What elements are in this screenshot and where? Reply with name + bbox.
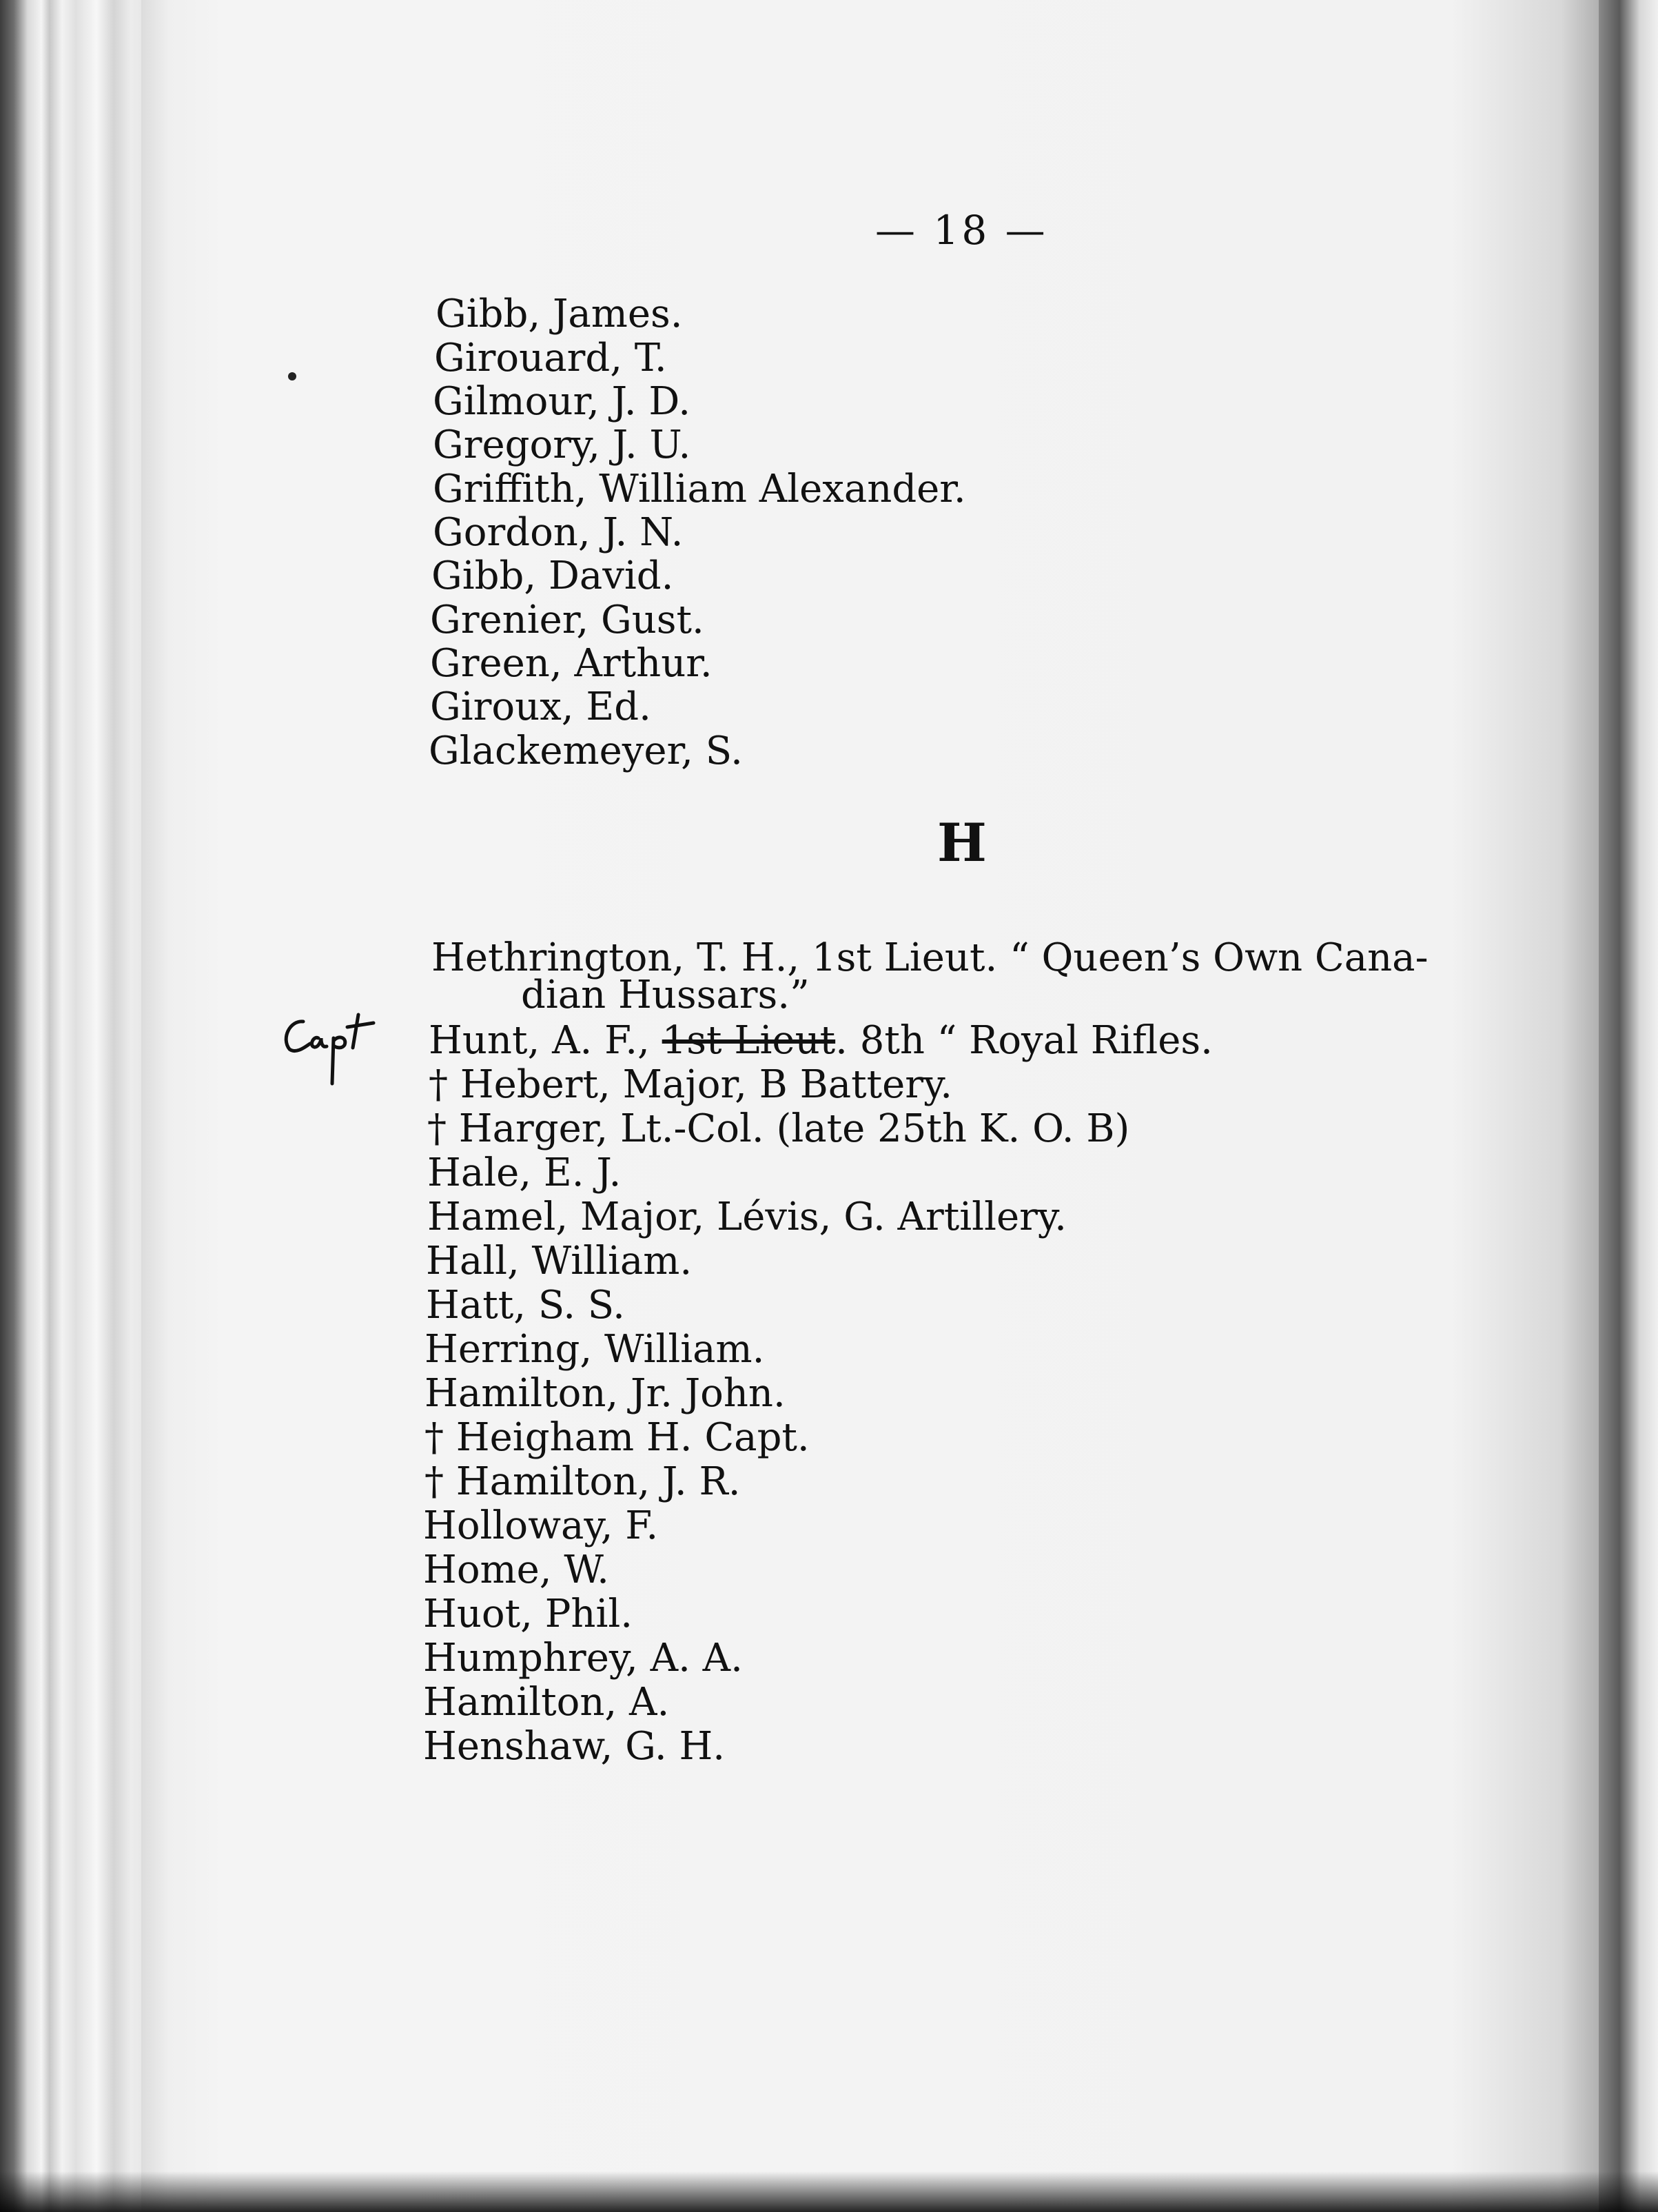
handwritten-annotation [276, 1008, 413, 1097]
list-item: † Hebert, Major, B Battery. [429, 1062, 953, 1107]
list-item: Huot, Phil. [423, 1592, 633, 1636]
list-item: Hamel, Major, Lévis, G. Artillery. [427, 1195, 1067, 1239]
list-item [429, 1018, 1213, 1063]
section-heading: H [937, 812, 987, 873]
list-item: Hethrington, T. H., 1st Lieut. “ Queen’s Own Cana- [431, 935, 1429, 980]
struck-text: 1st Lieut [662, 1018, 836, 1063]
list-item: Girouard, T. [434, 336, 667, 380]
list-item: Grenier, Gust. [430, 598, 704, 642]
list-item: † Hamilton, J. R. [424, 1459, 741, 1504]
list-item: Humphrey, A. A. [423, 1636, 743, 1681]
list-item: Henshaw, G. H. [423, 1724, 726, 1769]
scan-bottom-edge [0, 2171, 1658, 2212]
list-item: Hamilton, A. [423, 1680, 670, 1725]
list-item: Home, W. [423, 1548, 609, 1592]
list-item: † Harger, Lt.-Col. (late 25th K. O. B) [427, 1106, 1130, 1151]
list-item: Herring, William. [424, 1327, 765, 1372]
page-number: — 18 — [875, 207, 1048, 254]
list-item: Gregory, J. U. [433, 423, 691, 467]
entry-name: Hunt, A. F., [429, 1018, 662, 1063]
list-item: Holloway, F. [423, 1503, 659, 1548]
list-item: Glackemeyer, S. [429, 729, 743, 773]
page-edges [0, 0, 152, 2212]
list-item: Giroux, Ed. [430, 684, 651, 729]
list-item: Hale, E. J. [427, 1150, 622, 1195]
list-item: † Heigham H. Capt. [424, 1415, 810, 1460]
list-item: Gibb, James. [436, 292, 683, 336]
list-item: Gilmour, J. D. [433, 379, 691, 424]
list-item: Griffith, William Alexander. [433, 467, 966, 511]
list-item: Hatt, S. S. [426, 1283, 625, 1328]
list-item-continuation: dian Hussars.” [521, 973, 810, 1017]
list-item: Green, Arthur. [430, 641, 713, 686]
list-item: Hall, William. [426, 1239, 693, 1283]
gutter-shadow [1599, 0, 1658, 2212]
list-item: Gordon, J. N. [433, 510, 684, 555]
list-item: Hamilton, Jr. John. [424, 1371, 786, 1416]
entry-rest: . 8th “ Royal Rifles. [835, 1018, 1213, 1063]
ink-dot [288, 372, 296, 380]
list-item: Gibb, David. [431, 554, 674, 598]
